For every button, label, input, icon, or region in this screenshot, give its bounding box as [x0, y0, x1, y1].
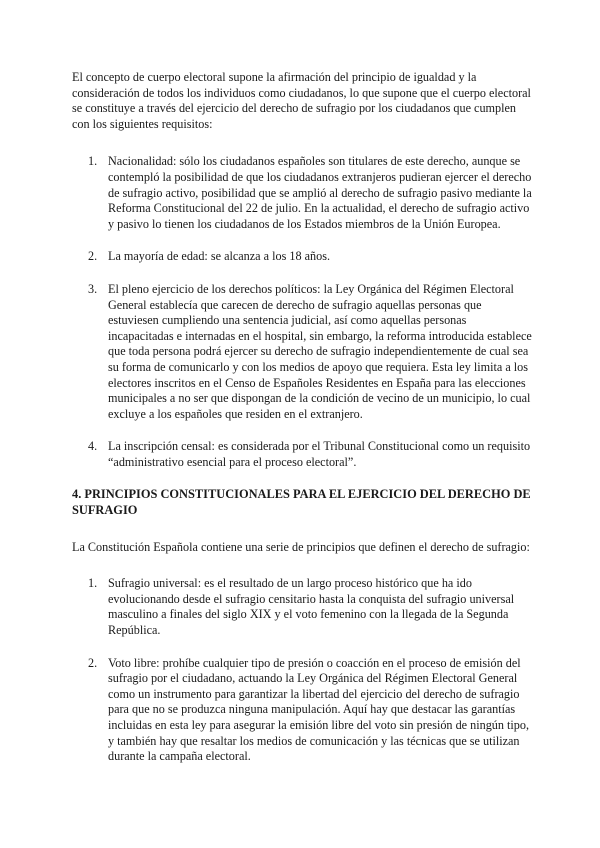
list-item — [72, 249, 534, 265]
list-number: 4. — [88, 439, 98, 454]
section-heading: 4. PRINCIPIOS CONSTITUCIONALES PARA EL EJERCICIO DEL DERECHO DE SUFRAGIO — [72, 487, 531, 518]
requisitos-list — [72, 154, 534, 470]
list-number: 3. — [88, 281, 98, 296]
section-intro-paragraph: La Constitución Española contiene una serie de principios que definen el derecho de sufragio: — [72, 539, 530, 554]
intro-paragraph: El concepto de cuerpo electoral supone la afirmación del principio de igualdad y la consideración de todos los individuos como ciudadanos, lo que supone que el cuerpo electoral se constituye a través del ejercicio del derecho de sufragio por los ciudadanos que cumplen con los siguientes requisitos: — [72, 70, 531, 131]
list-item-text: Voto libre: prohíbe cualquier tipo de presión o coacción en el proceso de emisión del sufragio por el ciudadano, actuando la Ley Orgánica del Régimen Electoral General como un instrumento para garantizar la libertad del ejercicio del derecho de sufragio para que no se produzca ninguna manipulación. Aquí hay que destacar las garantías incluidas en esta ley para asegurar la emisión libre del voto sin presión de ningún tipo, y también hay que resaltar los medios de comunicación y las técnicas que se utilizan durante la campaña electoral. — [108, 655, 530, 764]
list-item-text: El pleno ejercicio de los derechos políticos: la Ley Orgánica del Régimen Electoral General establecía que carecen de derecho de sufragio aquellas personas que estuviesen cumpliendo una sentencia judicial, así como aquellas personas incapacitadas e internadas en el hospital, sin embargo, la reforma introducida establece que toda persona podrá ejercer su derecho de sufragio independientemente de cual sea su forma de comunicarlo y con los medios de apoyo que requiera. Esta ley limita a los electores inscritos en el Censo de Españoles Residentes en España para las elecciones municipales a no ser que dispongan de la condición de vecino de un municipio, lo cual excluye a los españoles que residen en el extranjero. — [108, 281, 532, 421]
list-item-text: La mayoría de edad: se alcanza a los 18 años. — [108, 249, 330, 264]
list-item — [72, 154, 534, 232]
list-number: 2. — [88, 655, 98, 670]
list-item — [72, 439, 534, 470]
list-item-text: Nacionalidad: sólo los ciudadanos españoles son titulares de este derecho, aunque se contempló la posibilidad de que los ciudadanos extranjeros pudieran ejercer el derecho de sufragio activo, posibilidad que se amplió al derecho de sufragio pasivo mediante la Reforma Constitucional del 22 de julio. En la actualidad, el derecho de sufragio activo y pasivo lo tienen los ciudadanos de los Estados miembros de la Unión Europea. — [108, 154, 532, 231]
list-item — [72, 576, 534, 638]
list-number: 1. — [88, 576, 98, 591]
list-item — [72, 656, 534, 765]
list-item — [72, 282, 534, 422]
list-item-text: La inscripción censal: es considerada por el Tribunal Constitucional como un requisito “administrativo esencial para el proceso electoral”. — [108, 439, 531, 469]
list-item-text: Sufragio universal: es el resultado de un largo proceso histórico que ha ido evolucionando desde el sufragio censitario hasta la conquista del sufragio universal masculino a finales del siglo XIX y el voto femenino con la llegada de la Segunda República. — [108, 576, 515, 638]
document-page — [72, 70, 534, 782]
list-number: 1. — [88, 154, 98, 169]
principios-list — [72, 576, 534, 765]
list-number: 2. — [88, 249, 98, 264]
